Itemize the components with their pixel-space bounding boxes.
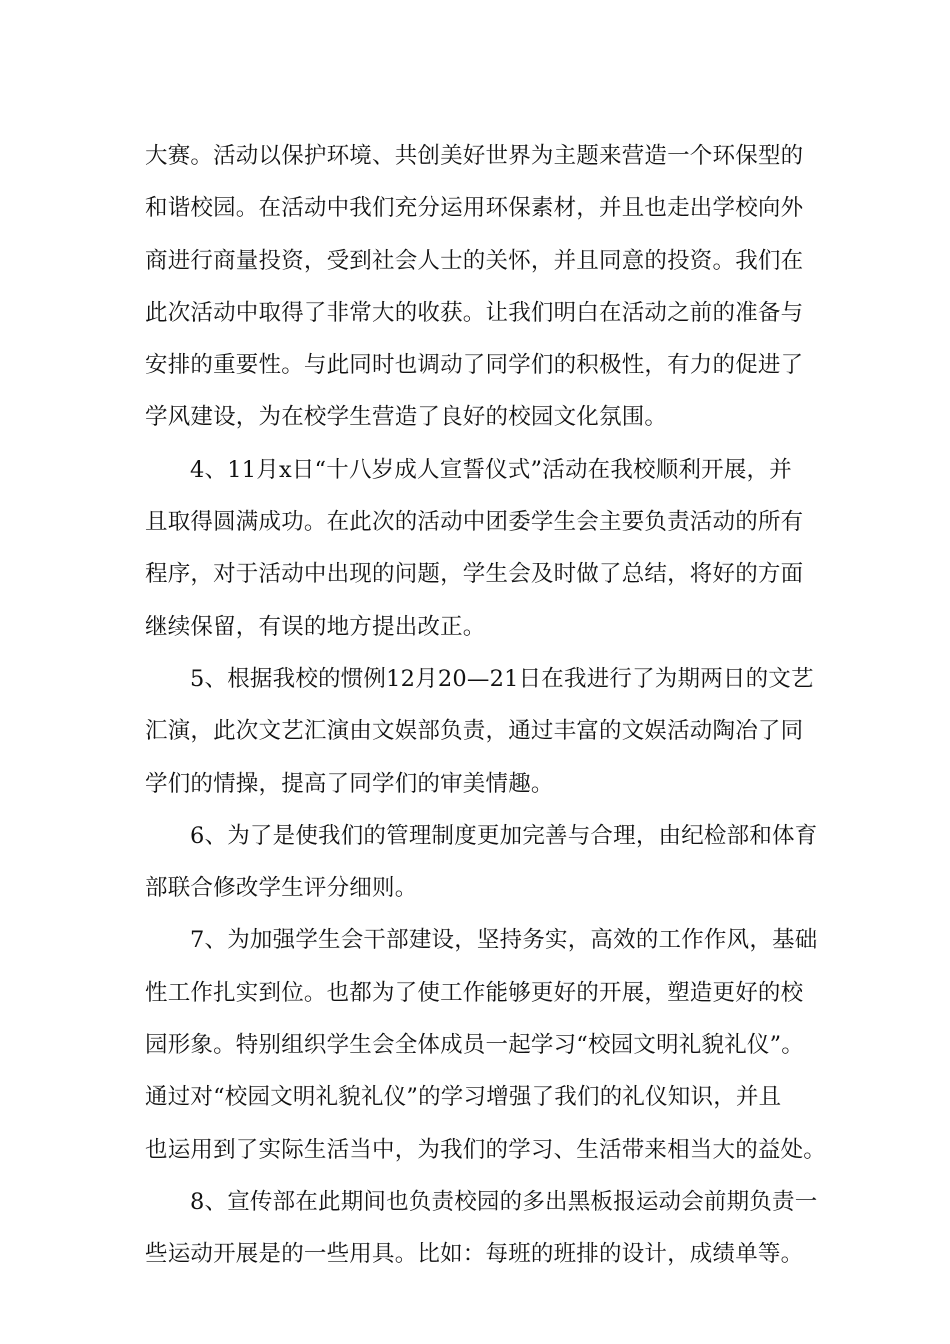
text-line: 安排的重要性。与此同时也调动了同学们的积极性，有力的促进了 [145,352,804,379]
text-line: 此次活动中取得了非常大的收获。让我们明白在活动之前的准备与 [145,299,804,326]
paragraph-5-start: 5、根据我校的惯例12月20—21日在我进行了为期两日的文艺 [190,665,814,692]
text-line: 些运动开展是的一些用具。比如：每班的班排的设计，成绩单等。 [145,1241,804,1268]
text-line: 继续保留，有误的地方提出改正。 [145,613,486,640]
text-line: 程序，对于活动中出现的问题，学生会及时做了总结，将好的方面 [145,561,804,588]
text-line: 大赛。活动以保护环境、共创美好世界为主题来营造一个环保型的 [145,143,804,169]
text-line: 和谐校园。在活动中我们充分运用环保素材，并且也走出学校向外 [145,195,804,222]
text-line: 也运用到了实际生活当中，为我们的学习、生活带来相当大的益处。 [145,1136,827,1163]
text-line: 商进行商量投资，受到社会人士的关怀，并且同意的投资。我们在 [145,247,804,274]
text-line: 学们的情操，提高了同学们的审美情趣。 [145,770,554,797]
text-line: 园形象。特别组织学生会全体成员一起学习“校园文明礼貌礼仪”。 [145,1032,805,1059]
text-line: 学风建设，为在校学生营造了良好的校园文化氛围。 [145,404,668,431]
text-line: 汇演，此次文艺汇演由文娱部负责，通过丰富的文娱活动陶冶了同 [145,718,804,745]
paragraph-8-start: 8、宣传部在此期间也负责校园的多出黑板报运动会前期负责一 [190,1188,818,1215]
text-line: 性工作扎实到位。也都为了使工作能够更好的开展，塑造更好的校 [145,979,804,1006]
paragraph-6-start: 6、为了是使我们的管理制度更加完善与合理，由纪检部和体育 [190,822,818,849]
paragraph-4-start: 4、11月x日“十八岁成人宣誓仪式”活动在我校顺利开展，并 [190,456,792,483]
document-body [145,130,827,1281]
text-line: 且取得圆满成功。在此次的活动中团委学生会主要负责活动的所有 [145,509,804,536]
paragraph-7-start: 7、为加强学生会干部建设，坚持务实，高效的工作作风，基础 [190,927,818,954]
text-line: 部联合修改学生评分细则。 [145,875,418,902]
text-line: 通过对“校园文明礼貌礼仪”的学习增强了我们的礼仪知识，并且 [145,1084,782,1111]
